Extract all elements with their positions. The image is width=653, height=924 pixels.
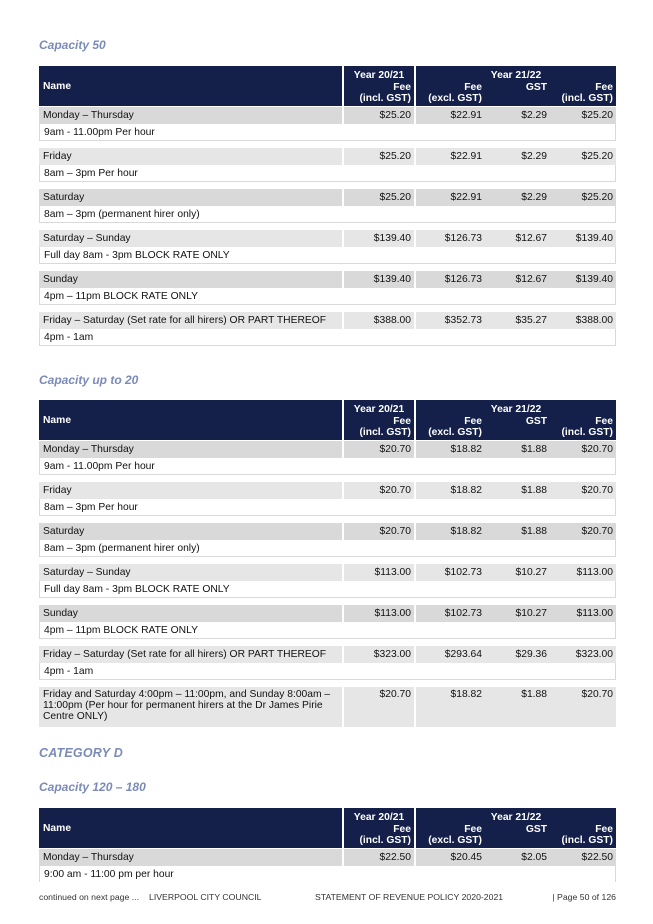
- header-name: Name: [39, 66, 344, 106]
- row-name: Friday – Saturday (Set rate for all hirers) OR PART THEREOF: [39, 311, 344, 329]
- row-gst: $2.05: [485, 848, 550, 866]
- row-name: Monday – Thursday: [39, 440, 344, 458]
- row-gst: $2.29: [485, 147, 550, 165]
- table-row: [39, 270, 616, 288]
- header-fee-incl-2021: Fee (incl. GST): [344, 416, 416, 440]
- table-row: [39, 563, 616, 581]
- header-fee-excl: Fee (excl. GST): [416, 416, 485, 440]
- fees-table-capacity-20: [39, 400, 616, 727]
- row-detail: Full day 8am - 3pm BLOCK RATE ONLY: [39, 581, 616, 598]
- row-fee-excl: $352.73: [416, 311, 485, 329]
- header-year-2021: Year 20/21: [344, 400, 416, 416]
- row-fee-2021: $139.40: [344, 229, 416, 247]
- row-fee-excl: $102.73: [416, 563, 485, 581]
- row-name: Sunday: [39, 270, 344, 288]
- header-fee-incl-2122: Fee (incl. GST): [550, 82, 616, 106]
- row-detail: 8am – 3pm Per hour: [39, 165, 616, 182]
- row-gst: $1.88: [485, 440, 550, 458]
- row-fee-excl: $126.73: [416, 229, 485, 247]
- row-fee-incl: $113.00: [550, 563, 616, 581]
- row-fee-excl: $18.82: [416, 686, 485, 727]
- row-name: Sunday: [39, 604, 344, 622]
- table-row: [39, 686, 616, 727]
- table-row: [39, 106, 616, 124]
- row-fee-2021: $113.00: [344, 604, 416, 622]
- row-fee-excl: $126.73: [416, 270, 485, 288]
- row-gst: $12.67: [485, 270, 550, 288]
- row-fee-excl: $293.64: [416, 645, 485, 663]
- row-name: Saturday – Sunday: [39, 229, 344, 247]
- header-year-2122: Year 21/22: [416, 808, 616, 824]
- row-fee-2021: $20.70: [344, 481, 416, 499]
- table-row: [39, 188, 616, 206]
- row-fee-incl: $25.20: [550, 106, 616, 124]
- row-name: Friday and Saturday 4:00pm – 11:00pm, and Sunday 8:00am – 11:00pm (Per hour for permanent hirers at the Dr James Pirie Centre ONLY): [39, 686, 344, 727]
- row-fee-2021: $25.20: [344, 188, 416, 206]
- row-gst: $2.29: [485, 106, 550, 124]
- table-row: [39, 604, 616, 622]
- header-fee-incl-2021: Fee (incl. GST): [344, 824, 416, 848]
- table-row: [39, 522, 616, 540]
- row-name: Saturday: [39, 522, 344, 540]
- row-fee-2021: $113.00: [344, 563, 416, 581]
- row-detail: 8am – 3pm (permanent hirer only): [39, 206, 616, 223]
- row-fee-2021: $20.70: [344, 522, 416, 540]
- section-title-capacity-20: Capacity up to 20: [39, 373, 139, 387]
- header-fee-incl-2021: Fee (incl. GST): [344, 82, 416, 106]
- row-gst: $29.36: [485, 645, 550, 663]
- page-footer: [39, 892, 616, 904]
- row-detail: 4pm - 1am: [39, 663, 616, 680]
- footer-council: LIVERPOOL CITY COUNCIL: [149, 892, 262, 902]
- row-gst: $1.88: [485, 481, 550, 499]
- row-name: Friday: [39, 147, 344, 165]
- row-fee-2021: $139.40: [344, 270, 416, 288]
- row-fee-incl: $25.20: [550, 147, 616, 165]
- table-row: [39, 645, 616, 663]
- table-row: [39, 481, 616, 499]
- row-gst: $12.67: [485, 229, 550, 247]
- row-gst: $35.27: [485, 311, 550, 329]
- row-name: Friday: [39, 481, 344, 499]
- header-gst: GST: [485, 82, 550, 106]
- row-fee-incl: $22.50: [550, 848, 616, 866]
- header-fee-incl-2122: Fee (incl. GST): [550, 416, 616, 440]
- row-detail: 8am – 3pm (permanent hirer only): [39, 540, 616, 557]
- row-name: Monday – Thursday: [39, 848, 344, 866]
- row-gst: $10.27: [485, 604, 550, 622]
- row-detail: 4pm - 1am: [39, 329, 616, 346]
- row-fee-2021: $25.20: [344, 106, 416, 124]
- fees-table-capacity-50: [39, 66, 616, 346]
- row-name: Monday – Thursday: [39, 106, 344, 124]
- row-fee-incl: $139.40: [550, 229, 616, 247]
- row-fee-excl: $18.82: [416, 522, 485, 540]
- row-fee-incl: $388.00: [550, 311, 616, 329]
- row-fee-2021: $323.00: [344, 645, 416, 663]
- table-row: [39, 440, 616, 458]
- footer-continued: continued on next page ...: [39, 892, 139, 902]
- header-gst: GST: [485, 824, 550, 848]
- fees-table-capacity-120-180: [39, 808, 616, 882]
- row-fee-excl: $20.45: [416, 848, 485, 866]
- row-gst: $1.88: [485, 686, 550, 727]
- row-detail: Full day 8am - 3pm BLOCK RATE ONLY: [39, 247, 616, 264]
- row-fee-2021: $388.00: [344, 311, 416, 329]
- table-row: [39, 147, 616, 165]
- header-year-2021: Year 20/21: [344, 66, 416, 82]
- table-row: [39, 848, 616, 866]
- row-name: Saturday: [39, 188, 344, 206]
- header-fee-incl-2122: Fee (incl. GST): [550, 824, 616, 848]
- row-detail: 4pm – 11pm BLOCK RATE ONLY: [39, 288, 616, 305]
- row-fee-2021: $20.70: [344, 440, 416, 458]
- row-fee-incl: $20.70: [550, 481, 616, 499]
- section-title-capacity-50: Capacity 50: [39, 38, 106, 52]
- row-detail: 4pm – 11pm BLOCK RATE ONLY: [39, 622, 616, 639]
- header-fee-excl: Fee (excl. GST): [416, 824, 485, 848]
- row-fee-incl: $25.20: [550, 188, 616, 206]
- header-year-2122: Year 21/22: [416, 66, 616, 82]
- header-fee-excl: Fee (excl. GST): [416, 82, 485, 106]
- row-fee-excl: $22.91: [416, 106, 485, 124]
- row-fee-incl: $139.40: [550, 270, 616, 288]
- row-fee-excl: $102.73: [416, 604, 485, 622]
- row-fee-incl: $20.70: [550, 440, 616, 458]
- row-fee-2021: $25.20: [344, 147, 416, 165]
- table-row: [39, 229, 616, 247]
- row-gst: $1.88: [485, 522, 550, 540]
- row-gst: $2.29: [485, 188, 550, 206]
- row-fee-incl: $323.00: [550, 645, 616, 663]
- header-year-2021: Year 20/21: [344, 808, 416, 824]
- header-gst: GST: [485, 416, 550, 440]
- section-title-capacity-120-180: Capacity 120 – 180: [39, 780, 146, 794]
- row-fee-2021: $22.50: [344, 848, 416, 866]
- row-fee-incl: $20.70: [550, 686, 616, 727]
- row-detail: 9:00 am - 11:00 pm per hour: [39, 866, 616, 882]
- row-fee-excl: $18.82: [416, 440, 485, 458]
- header-name: Name: [39, 400, 344, 440]
- header-name: Name: [39, 808, 344, 848]
- row-name: Friday – Saturday (Set rate for all hirers) OR PART THEREOF: [39, 645, 344, 663]
- row-fee-excl: $18.82: [416, 481, 485, 499]
- row-fee-excl: $22.91: [416, 147, 485, 165]
- row-name: Saturday – Sunday: [39, 563, 344, 581]
- row-detail: 8am – 3pm Per hour: [39, 499, 616, 516]
- footer-statement: STATEMENT OF REVENUE POLICY 2020-2021: [315, 892, 504, 902]
- header-year-2122: Year 21/22: [416, 400, 616, 416]
- row-fee-incl: $20.70: [550, 522, 616, 540]
- row-detail: 9am - 11.00pm Per hour: [39, 124, 616, 141]
- footer-page-number: | Page 50 of 126: [552, 892, 616, 902]
- row-gst: $10.27: [485, 563, 550, 581]
- row-detail: 9am - 11.00pm Per hour: [39, 458, 616, 475]
- table-row: [39, 311, 616, 329]
- row-fee-2021: $20.70: [344, 686, 416, 727]
- row-fee-incl: $113.00: [550, 604, 616, 622]
- category-title: CATEGORY D: [39, 746, 123, 760]
- row-fee-excl: $22.91: [416, 188, 485, 206]
